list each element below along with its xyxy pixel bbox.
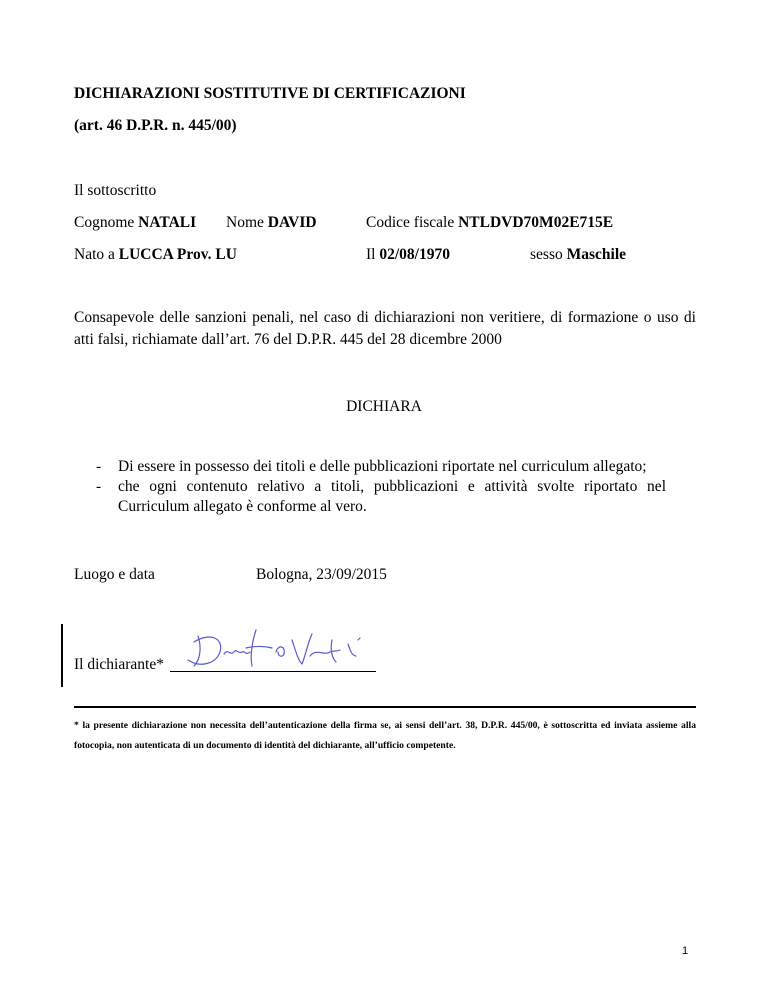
list-item: che ogni contenuto relativo a titoli, pubblicazioni e attività svolte riportato nel Curriculum allegato è conforme al vero. bbox=[118, 478, 666, 515]
page-number: 1 bbox=[682, 945, 689, 957]
birthdate-value: 02/08/1970 bbox=[379, 246, 450, 263]
declares-heading: DICHIARA bbox=[346, 398, 422, 415]
place-date-value: Bologna, 23/09/2015 bbox=[256, 566, 387, 583]
tax-code-value: NTLDVD70M02E715E bbox=[458, 214, 614, 231]
place-date-label: Luogo e data bbox=[74, 566, 155, 583]
list-bullet: - bbox=[96, 458, 102, 475]
sex-label: sesso bbox=[530, 246, 563, 263]
surname-value: NATALI bbox=[138, 214, 197, 231]
name-value: DAVID bbox=[267, 214, 317, 231]
footnote: * la presente dichiarazione non necessita dell’autenticazione della firma se, ai sensi dell’art. 38, D.P.R. 445/00, è sottoscritta ed inviata assieme alla fotocopia, non autenticata di un documento di identità del dichiarante, all’ufficio competente. bbox=[74, 720, 696, 751]
birthdate-field bbox=[366, 245, 450, 265]
handwritten-signature bbox=[180, 622, 380, 672]
document-subtitle: (art. 46 D.P.R. n. 445/00) bbox=[74, 117, 237, 134]
list-bullet: - bbox=[96, 478, 102, 495]
name-label: Nome bbox=[226, 214, 264, 231]
birthplace-field bbox=[74, 245, 237, 265]
surname-label: Cognome bbox=[74, 214, 135, 231]
surname-field bbox=[74, 213, 196, 233]
sex-value: Maschile bbox=[566, 246, 627, 263]
list-item: Di essere in possesso dei titoli e delle pubblicazioni riportate nel curriculum allegato; bbox=[118, 458, 647, 475]
awareness-paragraph: Consapevole delle sanzioni penali, nel caso di dichiarazioni non veritiere, di formazione o uso di atti falsi, richiamate dall’art. 76 del D.P.R. 445 del 28 dicembre 2000 bbox=[74, 309, 696, 348]
tax-code-field bbox=[366, 213, 613, 233]
intro-text: Il sottoscritto bbox=[74, 182, 157, 199]
sex-field bbox=[530, 245, 626, 265]
name-field bbox=[226, 213, 317, 233]
margin-bar bbox=[61, 624, 63, 687]
birthdate-label: Il bbox=[366, 246, 376, 263]
separator-rule bbox=[74, 706, 696, 708]
tax-code-label: Codice fiscale bbox=[366, 214, 455, 231]
birthplace-value: LUCCA Prov. LU bbox=[118, 246, 237, 263]
birthplace-label: Nato a bbox=[74, 246, 115, 263]
document-title: DICHIARAZIONI SOSTITUTIVE DI CERTIFICAZIONI bbox=[74, 85, 466, 102]
signer-label: Il dichiarante* bbox=[74, 656, 164, 673]
